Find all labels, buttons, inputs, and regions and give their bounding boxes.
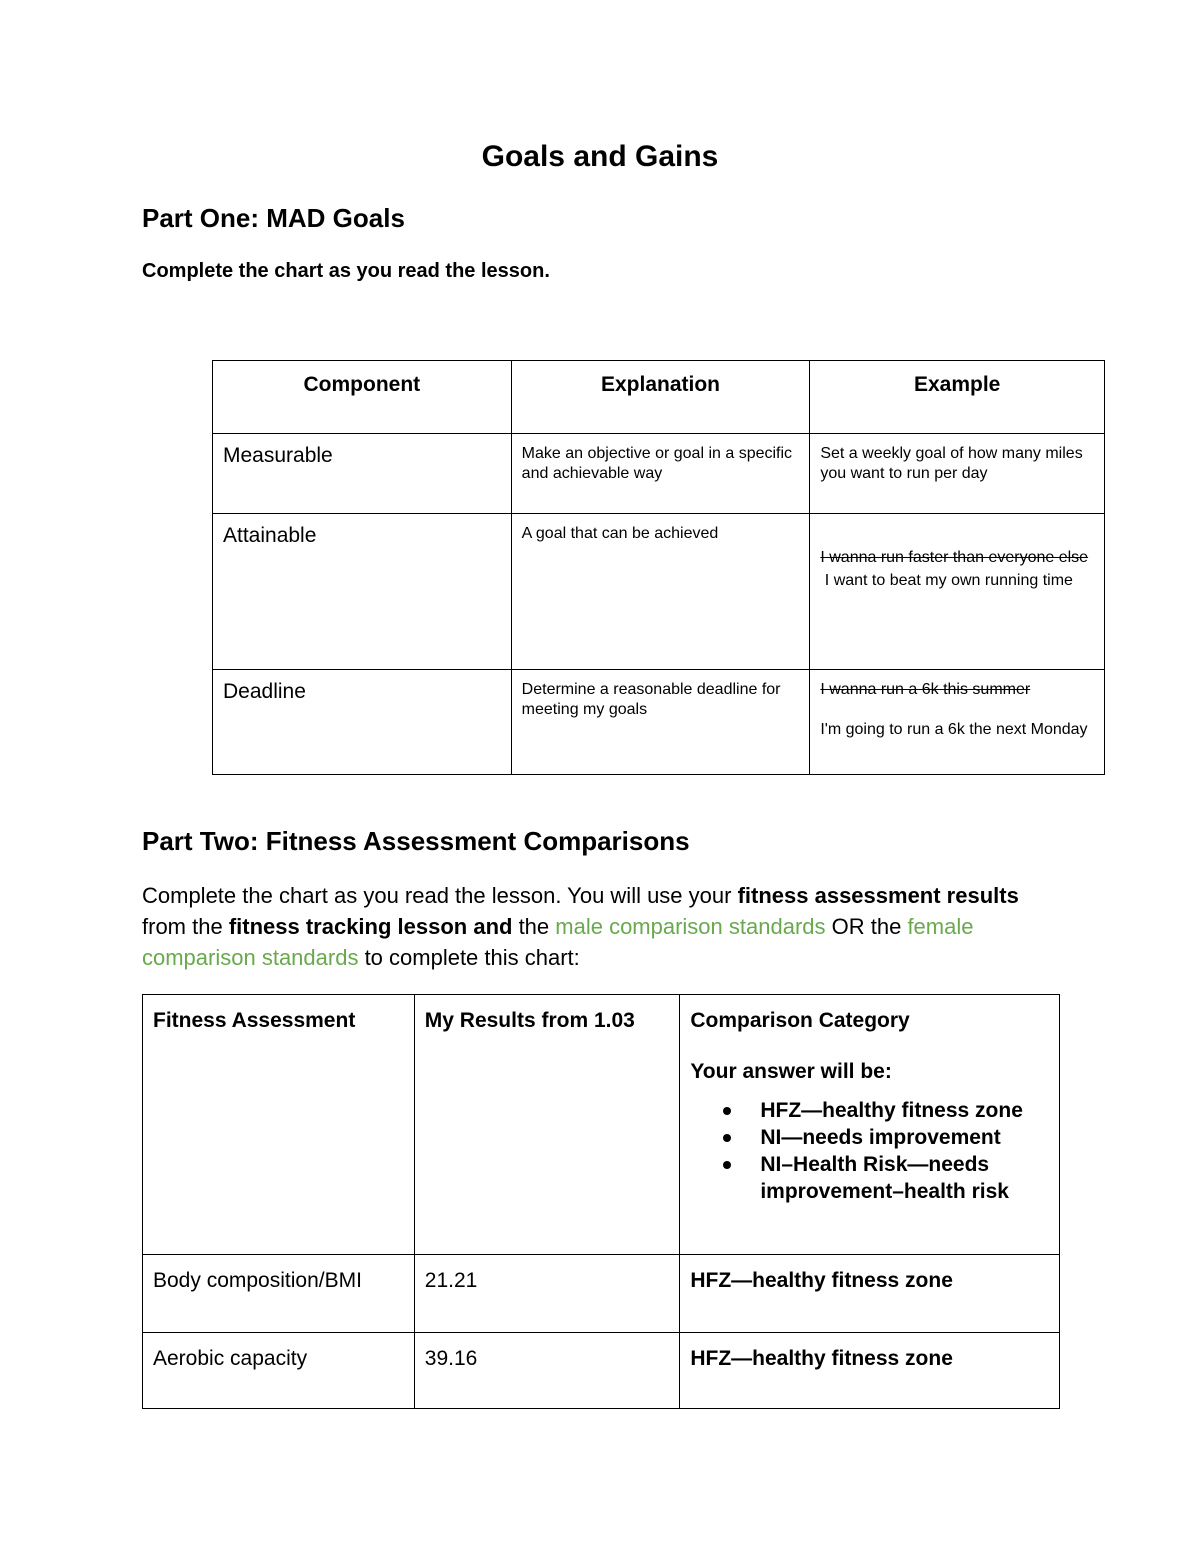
male-standards-link[interactable]: male comparison standards bbox=[555, 914, 826, 939]
header-example: Example bbox=[810, 361, 1105, 434]
para-text: Complete the chart as you read the lesson. You will use your bbox=[142, 883, 738, 908]
category-cell: HFZ—healthy fitness zone bbox=[680, 1333, 1060, 1409]
list-item: NI–Health Risk—needs improvement–health risk bbox=[760, 1151, 1049, 1205]
example-cell bbox=[810, 670, 1105, 775]
header-my-results: My Results from 1.03 bbox=[414, 995, 680, 1255]
para-bold-text: fitness assessment results bbox=[737, 883, 1019, 908]
table-header-row bbox=[213, 361, 1105, 434]
header-fitness-assessment: Fitness Assessment bbox=[143, 995, 415, 1255]
para-text: to complete this chart: bbox=[358, 945, 580, 970]
header-comparison-category-cell bbox=[680, 995, 1060, 1255]
assessment-cell: Aerobic capacity bbox=[143, 1333, 415, 1409]
answer-intro: Your answer will be: bbox=[690, 1060, 892, 1083]
list-item: NI—needs improvement bbox=[760, 1124, 1049, 1151]
result-cell: 21.21 bbox=[414, 1255, 680, 1333]
example-cell bbox=[810, 434, 1105, 514]
table-row bbox=[143, 1255, 1060, 1333]
table-row bbox=[213, 670, 1105, 775]
part-one-instruction: Complete the chart as you read the lesson. bbox=[142, 260, 550, 282]
mad-goals-table bbox=[212, 360, 1105, 775]
table-row bbox=[213, 514, 1105, 670]
para-text: the bbox=[512, 914, 556, 939]
list-item: HFZ—healthy fitness zone bbox=[760, 1097, 1049, 1124]
part-one-heading: Part One: MAD Goals bbox=[142, 203, 405, 233]
table-row bbox=[213, 434, 1105, 514]
example-cell bbox=[810, 514, 1105, 670]
explanation-cell: Determine a reasonable deadline for meeting my goals bbox=[511, 670, 810, 775]
component-cell: Attainable bbox=[213, 514, 512, 670]
page-title: Goals and Gains bbox=[481, 140, 719, 173]
header-component: Component bbox=[213, 361, 512, 434]
example-text: I'm going to run a 6k the next Monday bbox=[820, 721, 1088, 738]
para-text: from the bbox=[142, 914, 229, 939]
fitness-comparison-table bbox=[142, 994, 1060, 1409]
struck-example-text: I wanna run faster than everyone else bbox=[820, 549, 1089, 566]
table-row bbox=[143, 1333, 1060, 1409]
category-list bbox=[690, 1097, 1049, 1205]
para-bold-text: fitness tracking lesson and bbox=[228, 914, 513, 939]
result-cell: 39.16 bbox=[414, 1333, 680, 1409]
example-text: I want to beat my own running time bbox=[820, 572, 1073, 589]
example-text: Set a weekly goal of how many miles you want to run per day bbox=[820, 445, 1083, 482]
part-two-heading: Part Two: Fitness Assessment Comparisons bbox=[142, 826, 690, 856]
component-cell: Measurable bbox=[213, 434, 512, 514]
component-cell: Deadline bbox=[213, 670, 512, 775]
part-two-instructions bbox=[142, 880, 1062, 973]
header-comparison-category: Comparison Category bbox=[690, 1009, 910, 1032]
struck-example-text: I wanna run a 6k this summer bbox=[820, 681, 1031, 698]
female-standards-link[interactable]: female comparison standards bbox=[142, 914, 974, 970]
para-text: OR the bbox=[825, 914, 908, 939]
explanation-cell: A goal that can be achieved bbox=[511, 514, 810, 670]
assessment-cell: Body composition/BMI bbox=[143, 1255, 415, 1333]
header-explanation: Explanation bbox=[511, 361, 810, 434]
table-header-row bbox=[143, 995, 1060, 1255]
explanation-cell: Make an objective or goal in a specific and achievable way bbox=[511, 434, 810, 514]
category-cell: HFZ—healthy fitness zone bbox=[680, 1255, 1060, 1333]
